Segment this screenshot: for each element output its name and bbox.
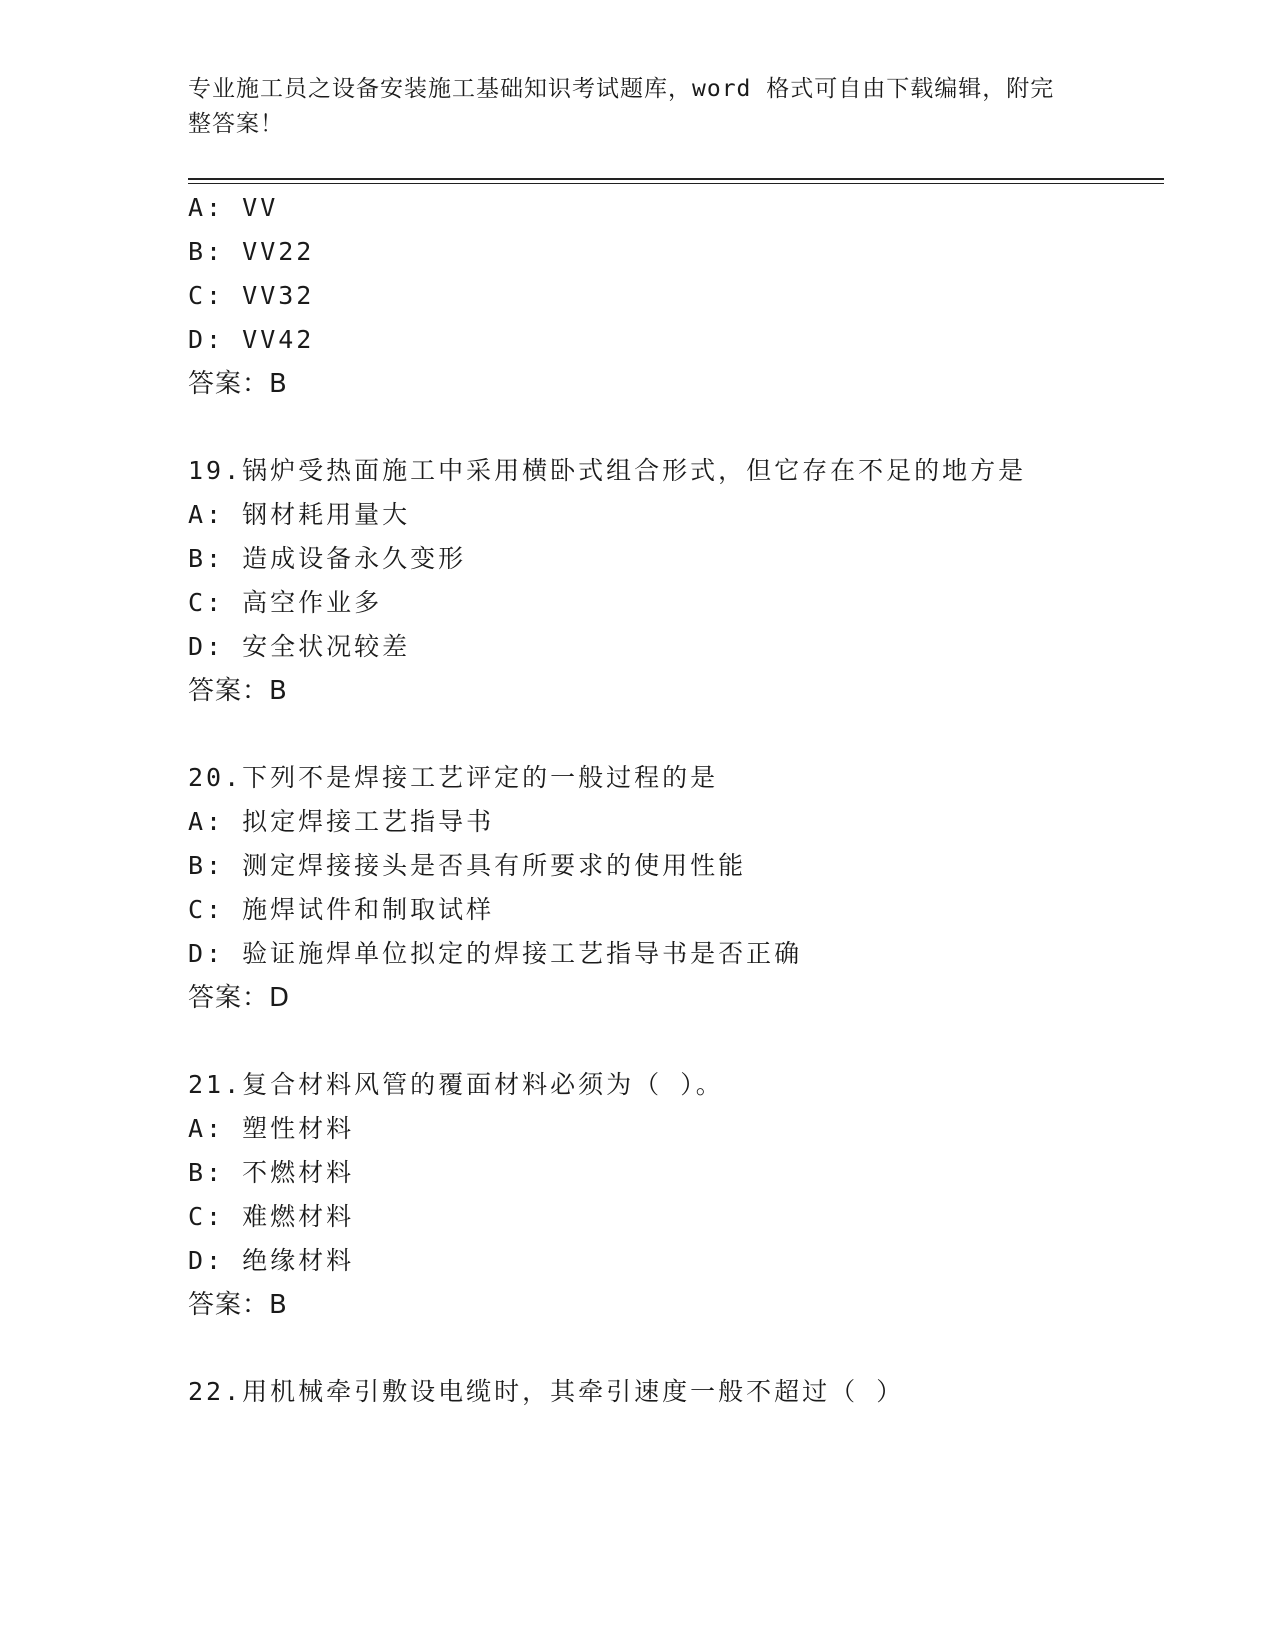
q21-answer: 答案：B: [188, 1290, 288, 1320]
q20-option-d: D: 验证施焊单位拟定的焊接工艺指导书是否正确: [188, 939, 803, 968]
q20-option-c: C: 施焊试件和制取试样: [188, 895, 495, 924]
q20-answer: 答案：D: [188, 983, 291, 1013]
q21-option-b: B: 不燃材料: [188, 1158, 355, 1187]
q20-option-a: A: 拟定焊接工艺指导书: [188, 807, 495, 836]
q21-option-a: A: 塑性材料: [188, 1114, 355, 1143]
q18-option-a: A: VV: [188, 193, 279, 222]
header-divider-thick: [188, 178, 1164, 180]
q18-option-d: D: VV42: [188, 325, 315, 354]
q18-answer: 答案：B: [188, 369, 288, 399]
header-line-1: 专业施工员之设备安装施工基础知识考试题库，word 格式可自由下载编辑，附完: [188, 76, 1055, 102]
q19-option-c: C: 高空作业多: [188, 588, 383, 617]
q19-option-a: A: 钢材耗用量大: [188, 500, 411, 529]
q18-option-c: C: VV32: [188, 281, 315, 310]
q19-answer: 答案：B: [188, 676, 288, 706]
header-divider-thin: [188, 183, 1164, 184]
header-line-2: 整答案！: [188, 111, 284, 137]
q19-option-b: B: 造成设备永久变形: [188, 544, 467, 573]
q18-option-b: B: VV22: [188, 237, 315, 266]
q19-question: 19.锅炉受热面施工中采用横卧式组合形式，但它存在不足的地方是: [188, 456, 1027, 485]
q20-question: 20.下列不是焊接工艺评定的一般过程的是: [188, 763, 719, 792]
q21-question: 21.复合材料风管的覆面材料必须为（ ）。: [188, 1070, 724, 1099]
q20-option-b: B: 测定焊接接头是否具有所要求的使用性能: [188, 851, 747, 880]
q21-option-d: D: 绝缘材料: [188, 1246, 355, 1275]
q21-option-c: C: 难燃材料: [188, 1202, 355, 1231]
document-header: [188, 72, 1068, 142]
q19-option-d: D: 安全状况较差: [188, 632, 411, 661]
q22-question: 22.用机械牵引敷设电缆时，其牵引速度一般不超过（ ）: [188, 1377, 905, 1406]
